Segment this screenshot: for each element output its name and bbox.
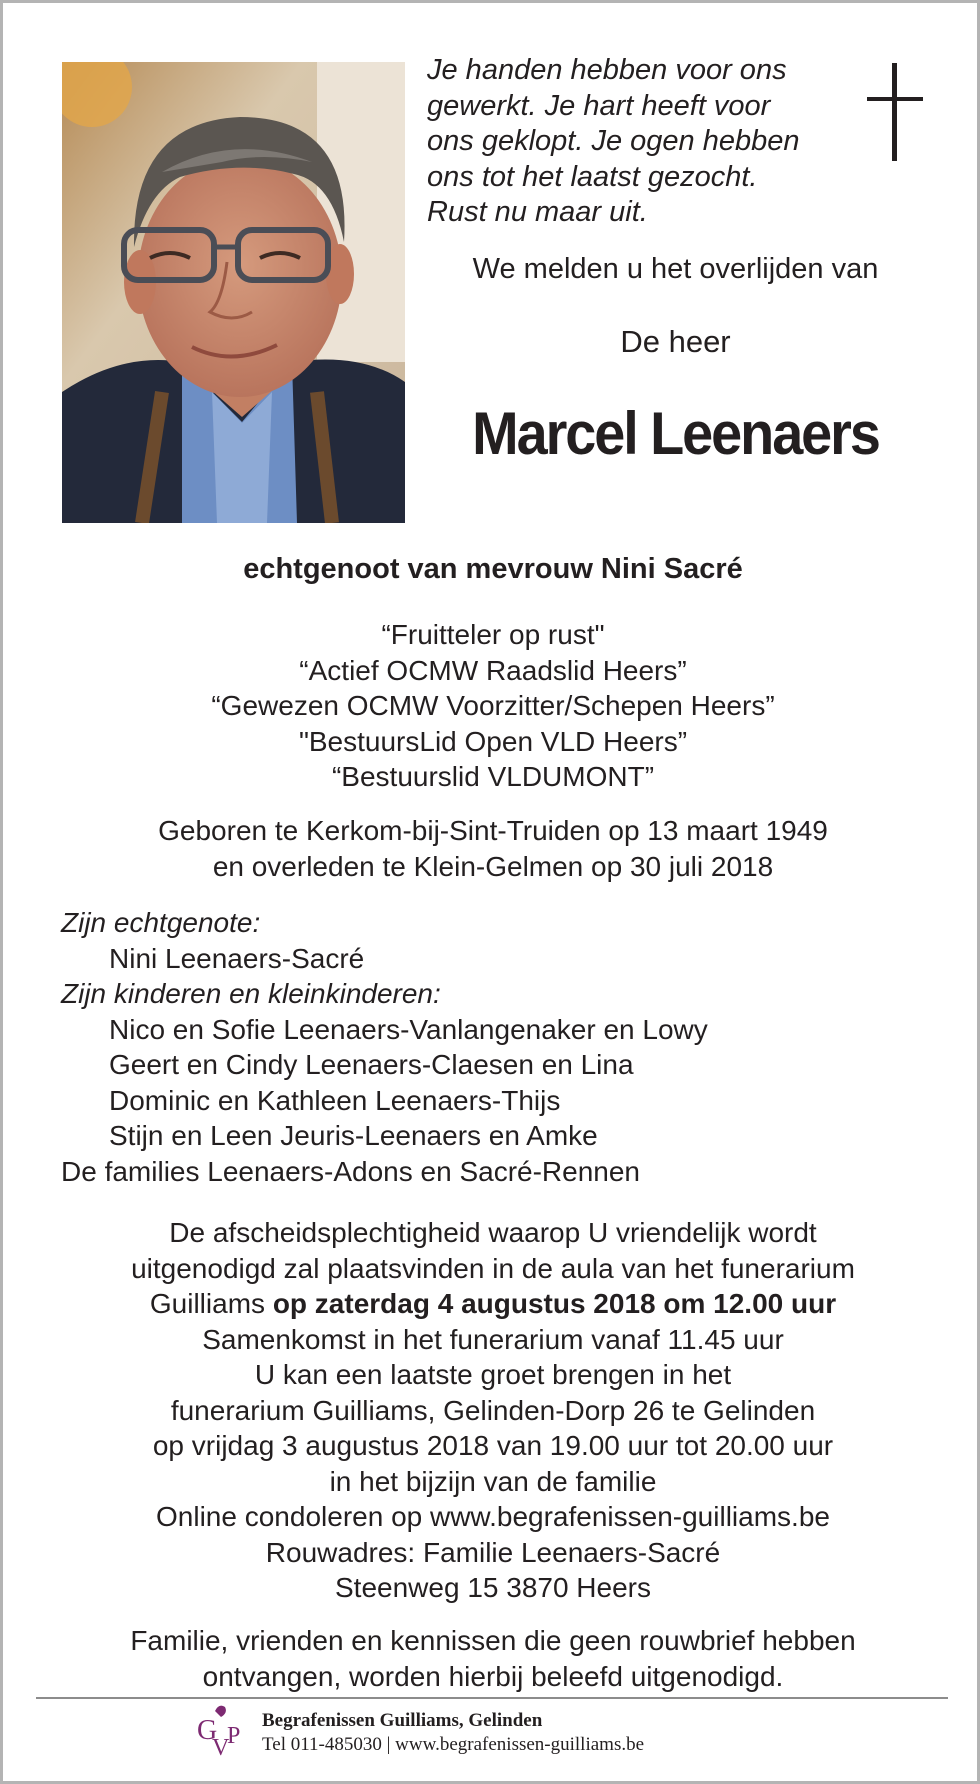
portrait-photo [62,62,405,523]
ceremony-line: U kan een laatste groet brengen in het [254,1359,732,1390]
ceremony-datetime: op zaterdag 4 augustus 2018 om 12.00 uur [272,1288,837,1319]
logo-letter: G [197,1715,218,1746]
title-item: “Fruitteler op rust" [381,619,605,650]
spouse-name: Nini Leenaers-Sacré [109,942,365,974]
closing-note [3,1623,980,1694]
ceremony-line: op vrijdag 3 augustus 2018 van 19.00 uur tot 20.00 uur [152,1430,834,1461]
child-family: Dominic en Kathleen Leenaers-Thijs [109,1084,561,1116]
funeral-home-contact: Tel 011-485030 | www.begrafenissen-guilliams.be [262,1734,645,1755]
mourning-address: Rouwadres: Familie Leenaers-Sacré [265,1536,721,1568]
honorific: De heer [620,324,731,359]
spouse-heading: Zijn echtgenote: [61,907,261,938]
child-family: Stijn en Leen Jeuris-Leenaers en Amke [109,1120,598,1151]
closing-line: ontvangen, worden hierbij beleefd uitgenodigd. [202,1660,784,1692]
ceremony-line: in het bijzijn van de familie [329,1465,657,1497]
cross-icon [867,63,923,168]
spouse-line: echtgenoot van mevrouw Nini Sacré [243,553,743,585]
birth-death-info [3,813,980,884]
ceremony-line [3,1286,980,1322]
poem-line: Rust nu maar uit. [427,196,648,228]
death-line: en overleden te Klein-Gelmen op 30 juli 2018 [212,850,774,882]
funeral-home-name: Begrafenissen Guilliams, Gelinden [262,1710,543,1731]
title-item: “Actief OCMW Raadslid Heers” [299,654,687,686]
ceremony-venue: Guilliams [149,1288,273,1319]
title-item: “Gewezen OCMW Voorzitter/Schepen Heers” [211,690,775,721]
family-list [61,905,941,1189]
announcement: We melden u het overlijden van [472,253,879,285]
condolence-link: Online condoleren op www.begrafenissen-guilliams.be [156,1501,830,1532]
title-item: “Bestuurslid VLDUMONT” [331,761,655,792]
child-family: Nico en Sofie Leenaers-Vanlangenaker en Lowy [109,1013,708,1045]
funeral-home-logo [195,1703,253,1768]
poem-line: ons geklopt. Je ogen hebben [427,125,800,157]
poem-line: ons tot het laatst gezocht. [427,160,758,193]
logo-letter: V [212,1735,230,1761]
extended-families: De families Leenaers-Adons en Sacré-Rennen [61,1155,640,1187]
poem [427,53,847,231]
portrait-image [62,62,405,523]
deceased-name: Marcel Leenaers [472,400,879,467]
ceremony-info [3,1215,980,1606]
ceremony-line: Samenkomst in het funerarium vanaf 11.45 uur [202,1323,784,1355]
closing-line: Familie, vrienden en kennissen die geen rouwbrief hebben [130,1625,856,1656]
ceremony-line: De afscheidsplechtigheid waarop U vriendelijk wordt [169,1217,817,1248]
title-item: "BestuursLid Open VLD Heers” [298,725,688,757]
poem-line: gewerkt. Je hart heeft voor [427,89,771,122]
child-family: Geert en Cindy Leenaers-Claesen en Lina [109,1049,634,1080]
ceremony-line: funerarium Guilliams, Gelinden-Dorp 26 te Gelinden [170,1394,816,1426]
poem-line: Je handen hebben voor ons [427,54,787,86]
ceremony-line: uitgenodigd zal plaatsvinden in de aula van het funerarium [131,1252,855,1284]
children-heading: Zijn kinderen en kleinkinderen: [61,978,441,1009]
titles-list [3,617,980,795]
mourning-street: Steenweg 15 3870 Heers [335,1572,651,1603]
logo-letter: P [227,1723,241,1749]
footer-divider [36,1697,948,1699]
birth-line: Geboren te Kerkom-bij-Sint-Truiden op 13 maart 1949 [158,815,828,846]
